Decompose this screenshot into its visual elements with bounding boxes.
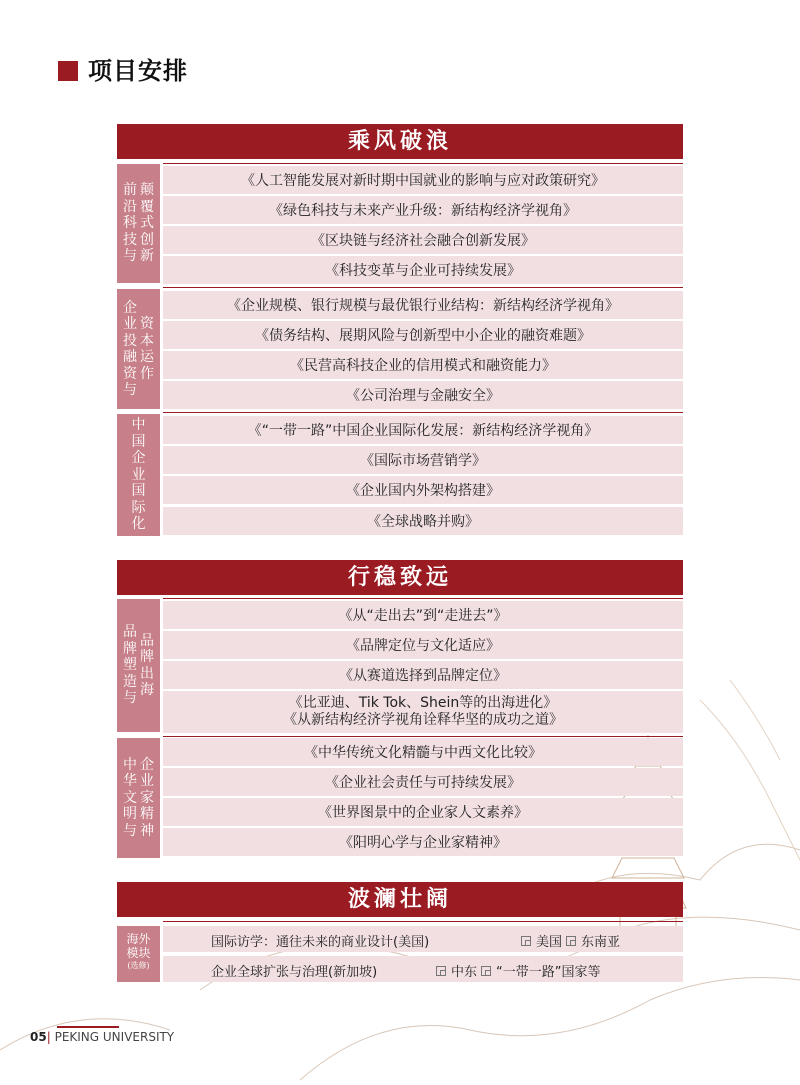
group-label-culture [117, 738, 160, 858]
course-item: 《区块链与经济社会融合创新发展》 [163, 226, 683, 254]
divider-line [163, 163, 683, 164]
course-item: 《民营高科技企业的信用模式和融资能力》 [163, 351, 683, 379]
divider-line [163, 287, 683, 288]
region-list [521, 931, 620, 950]
overseas-course: 国际访学：通往未来的商业设计(美国) [211, 935, 430, 950]
page-number: 05 [30, 1030, 47, 1044]
course-item-line: 《从新结构经济学视角诠释华坚的成功之道》 [283, 712, 563, 728]
course-item: 《科技变革与企业可持续发展》 [163, 256, 683, 284]
course-item: 《企业规模、银行规模与最优银行业结构：新结构经济学视角》 [163, 291, 683, 319]
region-label: 中东 [451, 965, 478, 980]
course-item: 《公司治理与金融安全》 [163, 381, 683, 409]
course-item: 《世界图景中的企业家人文素养》 [163, 798, 683, 826]
overlapping-squares-icon [481, 966, 491, 976]
label-column: 前 沿 科 技 与 [123, 182, 137, 265]
section-header-1: 乘风破浪 [117, 124, 683, 159]
page-footer [30, 1030, 174, 1044]
label-column: 资 本 运 作 [140, 316, 154, 382]
course-item: 《人工智能发展对新时期中国就业的影响与应对政策研究》 [163, 166, 683, 194]
course-item: 《品牌定位与文化适应》 [163, 631, 683, 659]
group-label-overseas [117, 926, 160, 982]
overseas-label-line2: 模块 [126, 946, 151, 960]
label-column: 中 华 文 明 与 [123, 756, 137, 839]
course-item: 《从“走出去”到“走进去”》 [163, 601, 683, 629]
footer-university: PEKING UNIVERSITY [54, 1030, 175, 1044]
group-label-investment [117, 289, 160, 409]
label-column: 颠 覆 式 创 新 [140, 182, 154, 265]
overseas-label-note: (选修) [127, 961, 150, 970]
course-item: 《全球战略并购》 [163, 507, 683, 535]
divider-line [163, 598, 683, 599]
overlapping-squares-icon [566, 936, 576, 946]
divider-line [163, 921, 683, 922]
course-item: 《中华传统文化精髓与中西文化比较》 [163, 738, 683, 766]
overseas-course: 企业全球扩张与治理(新加坡) [211, 965, 378, 980]
course-item-double [163, 691, 683, 733]
footer-separator: | [46, 1030, 51, 1044]
label-column: 品 牌 出 海 [140, 632, 154, 698]
divider-line [163, 412, 683, 413]
label-column: 品 牌 塑 造 与 [123, 624, 137, 707]
region-label: 美国 [536, 935, 563, 950]
overseas-label-line1: 海外 [126, 932, 151, 946]
course-item: 《债务结构、展期风险与创新型中小企业的融资难题》 [163, 321, 683, 349]
divider-line [163, 736, 683, 737]
page-title: 项目安排 [88, 57, 188, 85]
course-item: 《绿色科技与未来产业升级：新结构经济学视角》 [163, 196, 683, 224]
footer-accent-line [57, 1026, 119, 1028]
overseas-row [163, 926, 683, 952]
course-item: 《从赛道选择到品牌定位》 [163, 661, 683, 689]
label-column: 企 业 投 融 资 与 [123, 299, 137, 398]
region-list [436, 961, 601, 980]
overseas-row [163, 956, 683, 982]
region-label: 东南亚 [581, 935, 621, 950]
course-item: 《“一带一路”中国企业国际化发展：新结构经济学视角》 [163, 416, 683, 444]
section-header-3: 波澜壮阔 [117, 882, 683, 917]
group-label-frontier-tech [117, 164, 160, 283]
region-label: “一带一路”国家等 [496, 965, 601, 980]
course-item: 《国际市场营销学》 [163, 446, 683, 474]
overlapping-squares-icon [436, 966, 446, 976]
label-column: 中 国 企 业 国 际 化 [131, 417, 146, 533]
label-column: 企 业 家 精 神 [140, 756, 154, 839]
group-label-branding [117, 599, 160, 732]
course-item: 《阳明心学与企业家精神》 [163, 828, 683, 856]
overlapping-squares-icon [521, 936, 531, 946]
title-square-marker-icon [58, 61, 78, 81]
course-item: 《企业国内外架构搭建》 [163, 476, 683, 504]
section-header-2: 行稳致远 [117, 560, 683, 595]
course-item: 《企业社会责任与可持续发展》 [163, 768, 683, 796]
course-item-line: 《比亚迪、Tik Tok、Shein等的出海进化》 [288, 695, 558, 711]
group-label-internationalization [117, 414, 160, 536]
